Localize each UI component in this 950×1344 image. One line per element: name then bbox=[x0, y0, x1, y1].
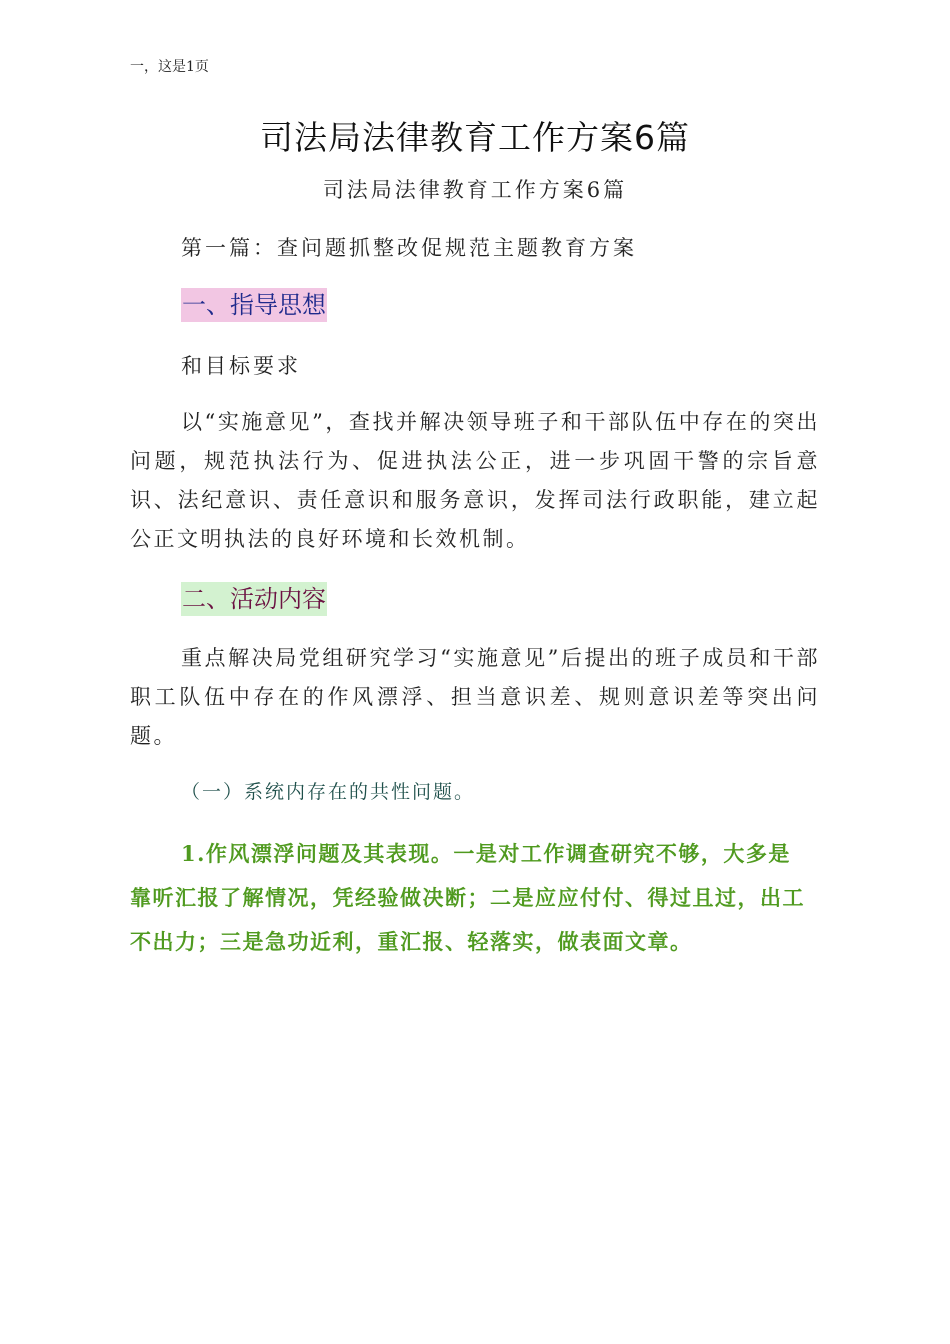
section-heading-activity-content: 二、活动内容 bbox=[181, 582, 327, 616]
document-subtitle: 司法局法律教育工作方案6篇 bbox=[322, 178, 628, 202]
part-title: 第一篇：查问题抓整改促规范主题教育方案 bbox=[181, 236, 637, 260]
document-title: 司法局法律教育工作方案6篇 bbox=[260, 118, 690, 157]
sub-heading-common-problems: （一）系统内存在的共性问题。 bbox=[181, 781, 476, 803]
item-work-style-problems: 1.作风漂浮问题及其表现。一是对工作调查研究不够，大多是靠听汇报了解情况，凭经验做决断；二是应应付付、得过且过，出工不出力；三是急功近利，重汇报、轻落实，做表面文章。 bbox=[130, 841, 805, 954]
page-label: 一，这是1页 bbox=[130, 59, 209, 75]
guiding-ideology-paragraph: 以“实施意见”，查找并解决领导班子和干部队伍中存在的突出问题，规范执法行为、促进执法公正，进一步巩固干警的宗旨意识、法纪意识、责任意识和服务意识，发挥司法行政职能，建立起公正文明执法的良好环境和长效机制。 bbox=[130, 410, 820, 551]
activity-content-paragraph: 重点解决局党组研究学习“实施意见”后提出的班子成员和干部职工队伍中存在的作风漂浮、担当意识差、规则意识差等突出问题。 bbox=[130, 646, 820, 748]
section-heading-guiding-ideology: 一、指导思想 bbox=[181, 288, 327, 322]
section-lead-line: 和目标要求 bbox=[181, 354, 301, 378]
